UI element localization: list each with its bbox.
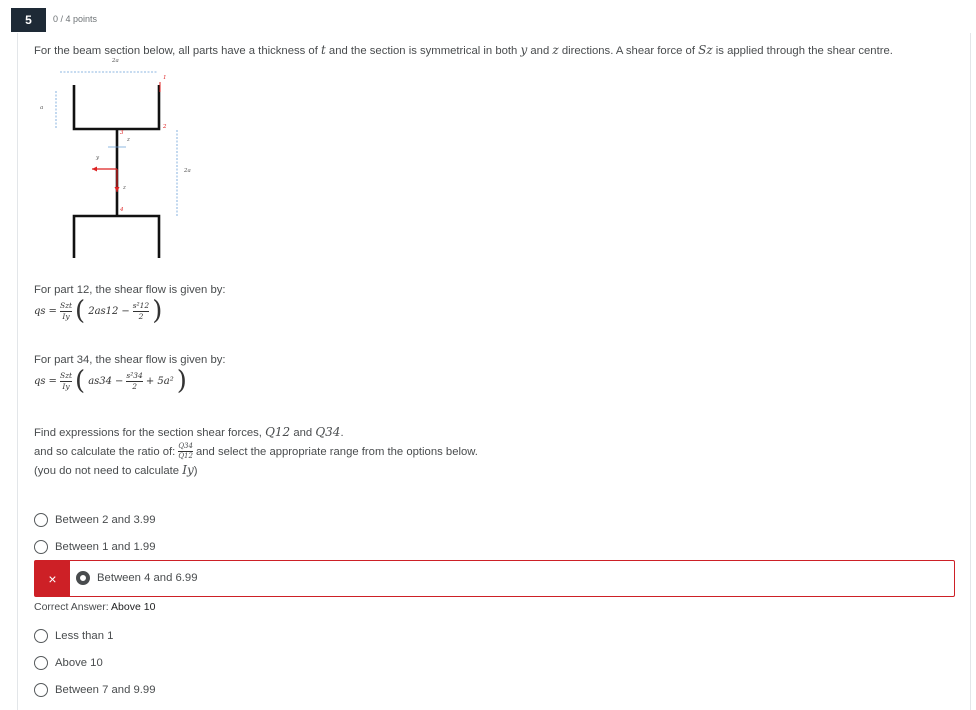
instr-and: and (290, 427, 316, 439)
stem-var-z: z (552, 43, 559, 57)
correct-answer-value: Above 10 (111, 601, 156, 613)
part34-text: For part 34, the shear flow is given by: (34, 354, 226, 366)
option-between-2-and-3-99[interactable] (34, 513, 156, 527)
eq34-coefficient (60, 372, 72, 390)
label-axis-z: z (123, 185, 126, 191)
label-point-3: 3 (120, 130, 124, 136)
stem-text-3: and (527, 45, 553, 57)
option-label: Less than 1 (55, 630, 114, 642)
instr3-prefix: (you do not need to calculate (34, 465, 183, 477)
eq12-term1: 2as12 (88, 305, 119, 317)
instr-iy: Iy (182, 463, 194, 477)
beam-section-svg (34, 58, 214, 270)
question-header (11, 8, 976, 32)
eq12-coefficient (60, 302, 72, 320)
instr2-suffix: and select the appropriate range from the options below. (195, 445, 478, 458)
correct-answer-label: Correct Answer: (34, 601, 109, 613)
instr1-suffix: . (340, 427, 344, 439)
instr-q34: Q34 (315, 425, 341, 439)
radio-button[interactable] (34, 540, 48, 554)
option-label: Between 2 and 3.99 (55, 514, 156, 526)
label-right-height: 2a (184, 168, 191, 174)
eq34-minus: − (115, 375, 124, 387)
stem-text-1: For the beam section below, all parts have a thickness of (34, 45, 321, 57)
ratio-den: Q12 (178, 452, 193, 460)
instr2-prefix: and so calculate the ratio of: (34, 445, 176, 458)
eq12-minus: − (121, 305, 130, 317)
instruction-line-3 (34, 463, 198, 477)
eq34-coef-den: Iy (62, 381, 70, 391)
eq12-lhs: qs (34, 305, 46, 317)
question-stem (34, 43, 934, 57)
label-point-4: 4 (120, 207, 124, 213)
option-between-4-and-6-99[interactable] (76, 571, 198, 585)
instruction-line-1 (34, 425, 344, 439)
stem-var-y: y (520, 43, 528, 57)
stem-var-sz: Sz (698, 43, 713, 57)
eq34-term1: as34 (88, 375, 113, 387)
option-label: Between 4 and 6.99 (97, 572, 198, 584)
ratio-num: Q34 (178, 442, 193, 450)
incorrect-icon: × (35, 561, 70, 596)
eq34-fraction (126, 372, 142, 390)
selected-wrong-answer-row (34, 560, 955, 597)
eq34-frac-num: s²34 (126, 371, 143, 380)
option-above-10[interactable] (34, 656, 103, 670)
top-channel (74, 85, 159, 129)
eq12-coef-den: Iy (62, 311, 70, 321)
part12-text: For part 12, the shear flow is given by: (34, 284, 226, 296)
eq12-frac-den: 2 (138, 311, 144, 321)
instr3-suffix: ) (193, 465, 198, 477)
instr-q12: Q12 (265, 425, 291, 439)
label-axis-y: y (96, 155, 100, 161)
beam-section-diagram (34, 58, 214, 270)
stem-var-t: t (320, 43, 326, 57)
question-number: 5 (11, 8, 46, 32)
option-label: Above 10 (55, 657, 103, 669)
option-between-1-and-1-99[interactable] (34, 540, 156, 554)
option-less-than-1[interactable] (34, 629, 113, 643)
label-left-height: a (40, 105, 44, 111)
part34-equation: qs = $\frac{\text{Szt}}{Iy}$ ( as34 − $\frac{\text{s²34}}{2}$ + 5a² ) (34, 366, 187, 396)
label-point-1: 1 (163, 75, 167, 81)
axis-z-arrowhead (115, 187, 120, 192)
eq34-term2: + 5a² (145, 375, 174, 387)
correct-answer-feedback (34, 601, 155, 613)
stem-text-4: directions. A shear force of (558, 45, 699, 57)
label-top-width: 2a (112, 58, 119, 64)
eq34-frac-den: 2 (132, 381, 138, 391)
part12-equation: qs = $\frac{\text{Szt}}{Iy}$ ( 2as12 − $\frac{\text{s²12}}{2}$ ) (34, 296, 163, 326)
option-label: Between 7 and 9.99 (55, 684, 156, 696)
option-label: Between 1 and 1.99 (55, 541, 156, 553)
stem-text-2: and the section is symmetrical in both (325, 45, 521, 57)
radio-button-selected[interactable] (76, 571, 90, 585)
eq12-frac-num: s²12 (132, 301, 150, 310)
label-point-2: 2 (163, 124, 167, 130)
radio-button[interactable] (34, 683, 48, 697)
question-points: 0 / 4 points (53, 14, 98, 24)
instr1-prefix: Find expressions for the section shear forces, (34, 427, 266, 439)
radio-button[interactable] (34, 513, 48, 527)
label-axis-z-small: z (127, 137, 130, 143)
eq34-lhs: qs (34, 375, 46, 387)
option-between-7-and-9-99[interactable] (34, 683, 156, 697)
stem-text-5: is applied through the shear centre. (712, 45, 893, 57)
ratio-fraction (178, 443, 193, 460)
eq34-coef-num: Szt (59, 371, 73, 380)
radio-button[interactable] (34, 656, 48, 670)
eq12-coef-num: Szt (59, 301, 73, 310)
radio-button[interactable] (34, 629, 48, 643)
axis-y-arrowhead (92, 167, 97, 172)
eq12-fraction (133, 302, 149, 320)
instruction-line-2 (34, 443, 478, 460)
bottom-channel (74, 216, 159, 258)
